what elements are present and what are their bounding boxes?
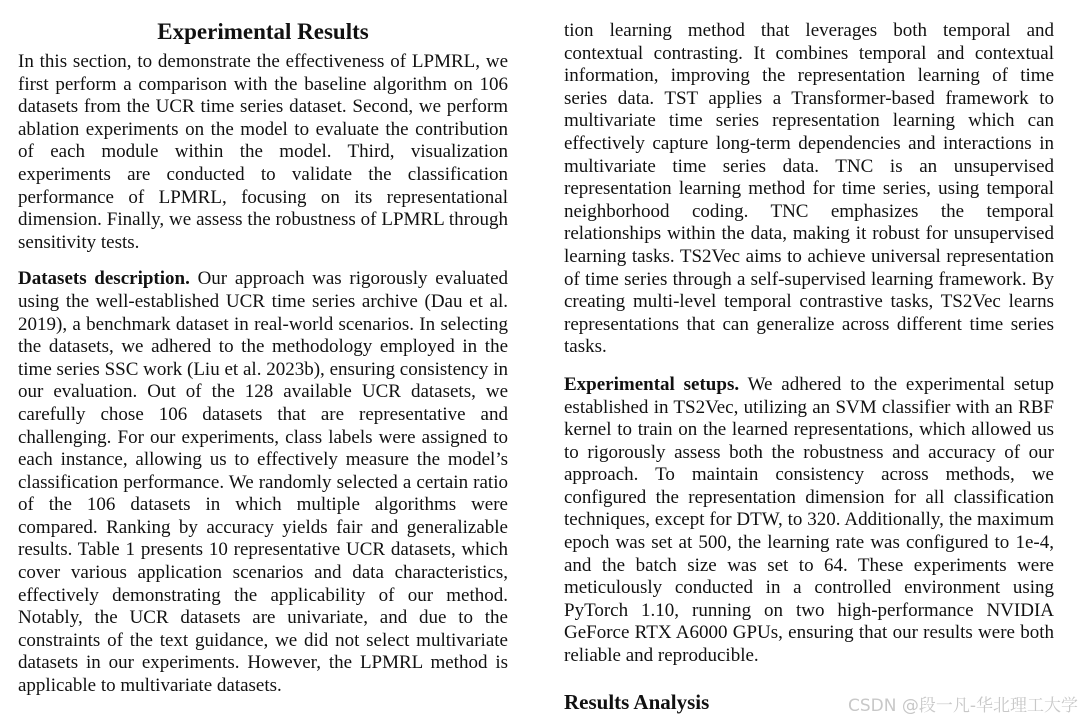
intro-paragraph: In this section, to demonstrate the effectiveness of LPMRL, we first perform a comparison with the baseline algorithm on 106 datasets from the UCR time series dataset. Second, we perform ablation experiments on the model to evaluate the contribution of each module within the model. Third, visualization experiments are conducted to validate the classification performance of LPMRL, focusing on its representational dimension. Finally, we assess the robustness of LPMRL through sensitivity tests. bbox=[18, 51, 508, 253]
csdn-watermark: CSDN @段一凡-华北理工大学 bbox=[847, 696, 1078, 716]
setups-paragraph: We adhered to the experimental setup established in TS2Vec, utilizing an SVM classifier with an RBF kernel to train on the learned representations, which allowed us to rigorously assess both the robustness and accuracy of our approach. To maintain consistency across methods, we configured the representation dimension for all classification techniques, except for DTW, to 320. Additionally, the maximum epoch was set at 500, the learning rate was configured to 1e-4, and the batch size was set to 64. These experiments were meticulously conducted in a controlled environment using PyTorch 1.10, running on two high-performance NVIDIA GeForce RTX A6000 GPUs, ensuring that our results were both reliable and reproducible. bbox=[564, 373, 1054, 667]
datasets-heading: Datasets description. bbox=[18, 268, 190, 290]
datasets-paragraph-block bbox=[18, 268, 508, 697]
setups-heading: Experimental setups. bbox=[564, 373, 740, 395]
setups-paragraph-block bbox=[564, 374, 1054, 668]
section-title-results-analysis: Results Analysis bbox=[564, 689, 710, 714]
methods-continued-paragraph: tion learning method that leverages both temporal and contextual contrasting. It combines temporal and contextual information, improving the representation learning of time series data. TST applies a Transformer-based framework to multivariate time series representation learning which can effectively capture long-term dependencies and interactions in multivariate time series data. TNC is an unsupervised representation learning method for time series, using temporal neighborhood coding. TNC emphasizes the temporal relationships within the data, making it robust for unsupervised learning tasks. TS2Vec aims to achieve universal representation of time series through a self-supervised learning framework. By creating multi-level temporal contrastive tasks, TS2Vec learns representations that can generalize across different time series tasks. bbox=[564, 20, 1054, 358]
right-column bbox=[564, 0, 1054, 716]
section-title-experimental-results: Experimental Results bbox=[157, 19, 369, 44]
left-column bbox=[18, 0, 508, 698]
datasets-paragraph: Our approach was rigorously evaluated using the well-established UCR time series archive (Dau et al. 2019), a benchmark dataset in real-world scenarios. In selecting the datasets, we adhered to the methodology employed in the time series SSC work (Liu et al. 2023b), ensuring consistency in our evaluation. Out of the 128 available UCR datasets, we carefully chose 106 datasets that are representative and challenging. For our experiments, class labels were assigned to each instance, allowing us to effectively measure the model’s classification performance. We randomly selected a certain ratio of the 106 datasets in which multiple algorithms were compared. Ranking by accuracy yields fair and generalizable results. Table 1 presents 10 representative UCR datasets, which cover various application scenarios and data characteristics, effectively demonstrating the applicability of our method. Notably, the UCR datasets are univariate, and due to the constraints of the text guidance, we did not select multivariate datasets in our experiments. However, the LPMRL method is applicable to multivariate datasets. bbox=[18, 268, 509, 697]
